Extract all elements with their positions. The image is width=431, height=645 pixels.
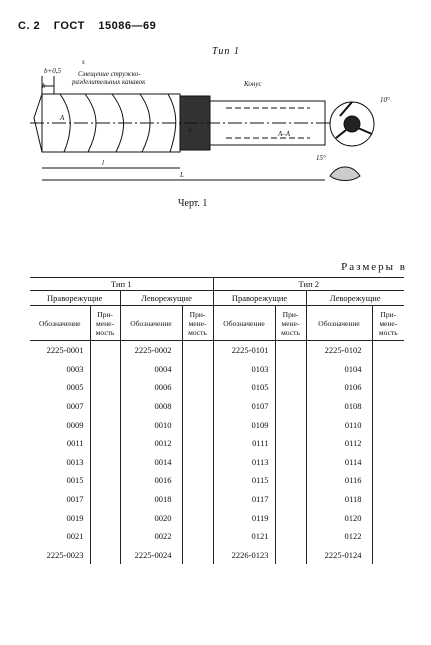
- drawing-caption: Черт. 1: [178, 198, 208, 209]
- table-row: [30, 360, 404, 379]
- designation-cell: 2225-0124: [306, 546, 372, 565]
- application-cell: [372, 341, 404, 360]
- col-application: При- мене- мость: [182, 306, 213, 341]
- application-cell: [182, 453, 213, 472]
- table-row: [30, 546, 404, 565]
- application-cell: [275, 508, 306, 527]
- sizes-label: Размеры в: [341, 261, 407, 273]
- application-cell: [182, 397, 213, 416]
- application-cell: [90, 434, 120, 453]
- application-cell: [372, 546, 404, 565]
- application-cell: [372, 471, 404, 490]
- designation-cell: 0106: [306, 378, 372, 397]
- type1-header: Тип 1: [30, 278, 213, 291]
- designation-cell: 0109: [213, 415, 275, 434]
- application-cell: [275, 546, 306, 565]
- designation-cell: 0107: [213, 397, 275, 416]
- application-cell: [90, 471, 120, 490]
- designation-cell: 0010: [120, 415, 182, 434]
- application-cell: [90, 415, 120, 434]
- application-cell: [90, 508, 120, 527]
- designation-cell: 0113: [213, 453, 275, 472]
- designation-cell: 0019: [66, 512, 84, 523]
- page-header: [18, 20, 166, 32]
- designation-cell: 0111: [213, 434, 275, 453]
- application-cell: [372, 490, 404, 509]
- designation-cell: 0110: [306, 415, 372, 434]
- designation-cell: 0118: [306, 490, 372, 509]
- table-row: [30, 415, 404, 434]
- label-angle10: 10°: [380, 96, 390, 104]
- label-b: b: [42, 82, 46, 90]
- designation-cell: 0016: [120, 471, 182, 490]
- designation-cell: 0020: [120, 508, 182, 527]
- designation-cell: 0103: [213, 360, 275, 379]
- designation-cell: 0117: [213, 490, 275, 509]
- application-cell: [182, 434, 213, 453]
- table-row: [30, 453, 404, 472]
- label-L: L: [180, 171, 184, 179]
- designation-cell: 0119: [213, 508, 275, 527]
- designation-cell: 0008: [120, 397, 182, 416]
- designation-cell: 0017: [66, 494, 84, 505]
- label-b05: b+0,5: [44, 67, 61, 75]
- designation-cell: 0121: [213, 527, 275, 546]
- label-l: l: [102, 159, 104, 167]
- application-cell: [275, 527, 306, 546]
- col-application: При- мене- мость: [275, 306, 306, 341]
- designation-cell: 2225-0024: [120, 546, 182, 565]
- application-cell: [182, 415, 213, 434]
- application-cell: [182, 546, 213, 565]
- group-header: Леворежущие: [306, 291, 404, 306]
- application-cell: [90, 341, 120, 360]
- application-cell: [275, 415, 306, 434]
- designation-cell: 0122: [306, 527, 372, 546]
- designation-cell: 0012: [120, 434, 182, 453]
- application-cell: [372, 378, 404, 397]
- designation-cell: 0022: [120, 527, 182, 546]
- type2-header: Тип 2: [213, 278, 404, 291]
- table-row: [30, 490, 404, 509]
- application-cell: [275, 341, 306, 360]
- designation-cell: 0021: [66, 531, 84, 542]
- table-row: [30, 378, 404, 397]
- application-cell: [90, 527, 120, 546]
- group-header: Леворежущие: [120, 291, 213, 306]
- designation-cell: 2225-0001: [46, 345, 84, 356]
- application-cell: [182, 490, 213, 509]
- application-cell: [275, 490, 306, 509]
- designation-cell: 0004: [120, 360, 182, 379]
- col-application: При- мене- мость: [90, 306, 120, 341]
- designation-cell: 0116: [306, 471, 372, 490]
- designation-cell: 0015: [66, 475, 84, 486]
- application-cell: [372, 508, 404, 527]
- application-cell: [90, 453, 120, 472]
- designation-cell: 0007: [66, 401, 84, 412]
- application-cell: [182, 508, 213, 527]
- designation-cell: 0013: [66, 456, 84, 467]
- table-row: [30, 471, 404, 490]
- designation-cell: 0006: [120, 378, 182, 397]
- table-row: [30, 508, 404, 527]
- application-cell: [372, 360, 404, 379]
- note-line-1: Смещение стружко-: [78, 70, 141, 78]
- application-cell: [275, 434, 306, 453]
- col-designation: Обозначение: [30, 306, 90, 341]
- table-row: [30, 434, 404, 453]
- note-line-2: разделительных канавок: [72, 78, 146, 86]
- application-cell: [90, 546, 120, 565]
- designation-cell: 0104: [306, 360, 372, 379]
- designation-cell: 0018: [120, 490, 182, 509]
- application-cell: [275, 453, 306, 472]
- designation-cell: 0009: [66, 419, 84, 430]
- designation-cell: 0114: [306, 453, 372, 472]
- designation-cell: 0011: [66, 438, 84, 449]
- gost-number: 15086—69: [98, 20, 157, 32]
- application-cell: [182, 527, 213, 546]
- designation-cell: 0115: [213, 471, 275, 490]
- application-cell: [182, 378, 213, 397]
- col-designation: Обозначение: [120, 306, 182, 341]
- group-header: Праворежущие: [213, 291, 306, 306]
- application-cell: [372, 397, 404, 416]
- label-A: A: [60, 114, 65, 122]
- table-row: [30, 341, 404, 360]
- label-d: d: [188, 126, 192, 134]
- group-header: Праворежущие: [30, 291, 120, 306]
- drawing-type-label: Тип 1: [212, 46, 240, 57]
- application-cell: [275, 378, 306, 397]
- col-designation: Обозначение: [213, 306, 275, 341]
- application-cell: [90, 360, 120, 379]
- designation-cell: 0003: [66, 363, 84, 374]
- designation-cell: 2225-0002: [120, 341, 182, 360]
- application-cell: [182, 471, 213, 490]
- designation-table: [30, 277, 404, 564]
- label-konus: Конус: [244, 80, 262, 88]
- label-s: s: [82, 58, 85, 66]
- application-cell: [182, 341, 213, 360]
- table-body: [30, 341, 404, 565]
- application-cell: [372, 415, 404, 434]
- table-row: [30, 397, 404, 416]
- table-row: [30, 527, 404, 546]
- application-cell: [275, 471, 306, 490]
- gost-label: ГОСТ: [53, 20, 85, 32]
- label-AA: A–A: [278, 130, 291, 138]
- page-number: С. 2: [18, 20, 41, 32]
- application-cell: [90, 378, 120, 397]
- col-application: При- мене- мость: [372, 306, 404, 341]
- application-cell: [275, 397, 306, 416]
- application-cell: [182, 360, 213, 379]
- label-angle15: 15°: [316, 154, 326, 162]
- technical-drawing: [30, 56, 410, 196]
- application-cell: [372, 453, 404, 472]
- designation-cell: 0105: [213, 378, 275, 397]
- designation-cell: 0014: [120, 453, 182, 472]
- application-cell: [90, 397, 120, 416]
- col-designation: Обозначение: [306, 306, 372, 341]
- application-cell: [372, 434, 404, 453]
- designation-cell: 2225-0023: [46, 549, 84, 560]
- application-cell: [90, 490, 120, 509]
- designation-cell: 2225-0101: [213, 341, 275, 360]
- designation-cell: 0120: [306, 508, 372, 527]
- application-cell: [275, 360, 306, 379]
- application-cell: [372, 527, 404, 546]
- designation-cell: 0108: [306, 397, 372, 416]
- designation-cell: 2226-0123: [213, 546, 275, 565]
- designation-cell: 0112: [306, 434, 372, 453]
- designation-cell: 0005: [66, 382, 84, 393]
- designation-cell: 2225-0102: [306, 341, 372, 360]
